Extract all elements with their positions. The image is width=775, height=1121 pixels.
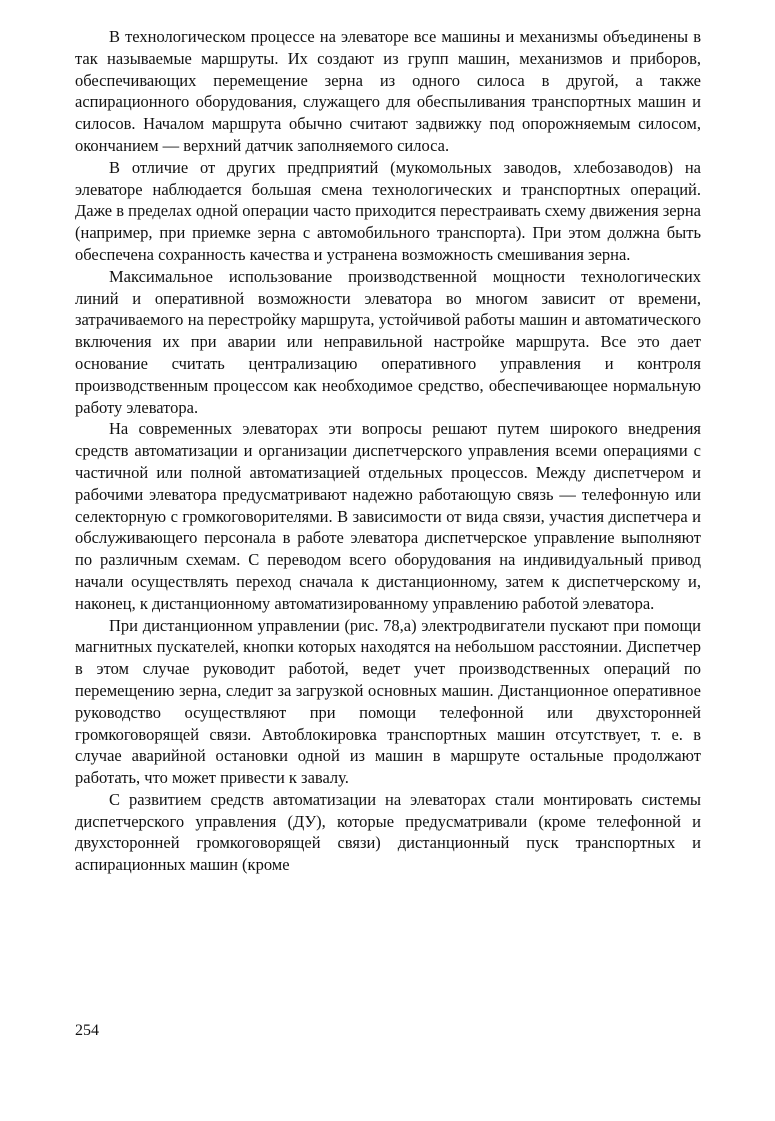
- paragraph: В отличие от других предприятий (мукомольных заводов, хлебозаводов) на элеваторе наблюдается большая смена технологических и транспортных операций. Даже в пределах одной операции часто приходится перестраивать схему движения зерна (например, при приемке зерна с автомобильного транспорта). При этом должна быть обеспечена сохранность качества и устранена возможность смешивания зерна.: [75, 157, 701, 264]
- paragraph: Максимальное использование производственной мощности технологических линий и оперативной возможности элеватора во многом зависит от времени, затрачиваемого на перестройку маршрута, устойчивой работы машин и автоматического включения их при аварии или неправильной настройке маршрута. Все это дает основание считать централизацию оперативного управления и контроля производственным процессом как необходимое средство, обеспечивающее нормальную работу элеватора.: [75, 266, 701, 417]
- page-number: 254: [75, 1022, 99, 1039]
- paragraph: В технологическом процессе на элеваторе все машины и механизмы объединены в так называемые маршруты. Их создают из групп машин, механизмов и приборов, обеспечивающих перемещение зерна из одного силоса в другой, а также аспирационного оборудования, служащего для обеспыливания транспортных машин и силосов. Началом маршрута обычно считают задвижку под опорожняемым силосом, окончанием — верхний датчик заполняемого силоса.: [75, 27, 701, 155]
- page-body: [75, 26, 701, 876]
- paragraph: С развитием средств автоматизации на элеваторах стали монтировать системы диспетчерского управления (ДУ), которые предусматривали (кроме телефонной и двухсторонней громкоговорящей связи) дистанционный пуск транспортных и аспирационных машин (кроме: [75, 789, 701, 875]
- paragraph: На современных элеваторах эти вопросы решают путем широкого внедрения средств автоматизации и организации диспетчерского управления всеми операциями с частичной или полной автоматизацией отдельных процессов. Между диспетчером и рабочими элеватора предусматривают надежно работающую связь — телефонную или селекторную с громкоговорителями. В зависимости от вида связи, участия диспетчера и обслуживающего персонала в работе элеватора диспетчерское управление выполняют по различным схемам. С переводом всего оборудования на индивидуальный привод начали осуществлять переход сначала к дистанционному, затем к диспетчерскому и, наконец, к дистанционному автоматизированному управлению работой элеватора.: [75, 419, 701, 613]
- paragraph: При дистанционном управлении (рис. 78,а) электродвигатели пускают при помощи магнитных пускателей, кнопки которых находятся на небольшом расстоянии. Диспетчер в этом случае руководит работой, ведет учет производственных операций по перемещению зерна, следит за загрузкой основных машин. Дистанционное оперативное руководство осуществляют при помощи телефонной или двухсторонней громкоговорящей связи. Автоблокировка транспортных машин отсутствует, т. е. в случае аварийной остановки одной из машин в маршруте остальные продолжают работать, что может привести к завалу.: [75, 615, 701, 788]
